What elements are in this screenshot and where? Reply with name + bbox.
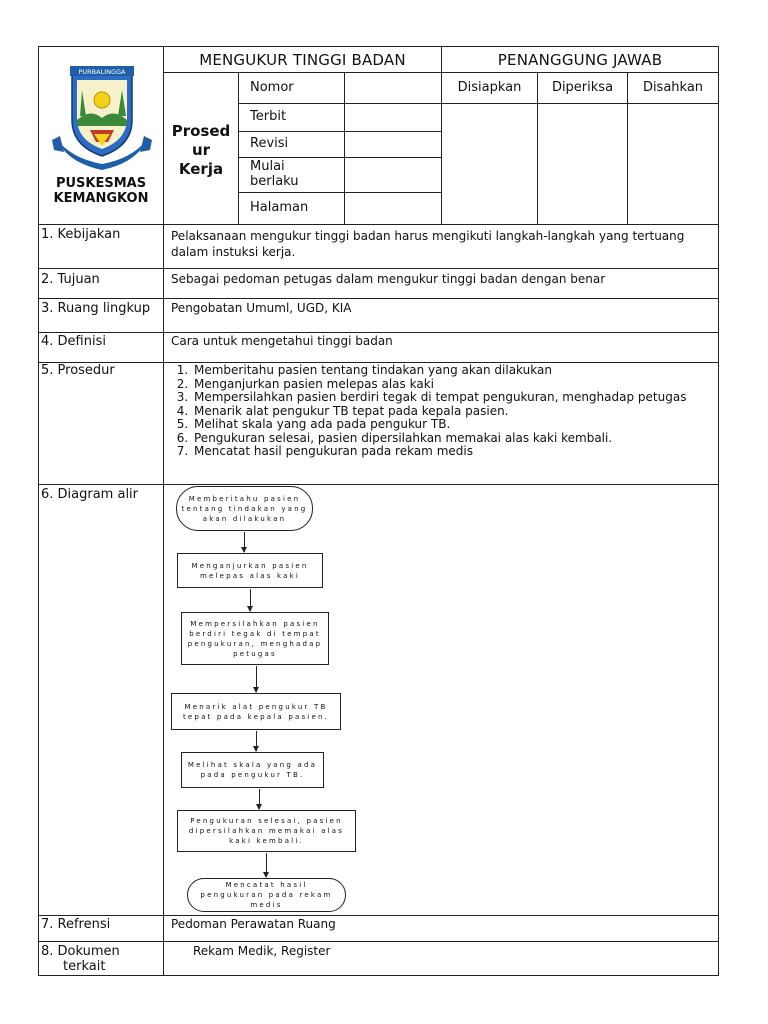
ruang-lingkup-text: Pengobatan Umuml, UGD, KIA [171,301,352,315]
prosedur-step-3: 3. Mempersilahkan pasien berdiri tegak di tempat pengukuran, menghadap petugas [192,391,711,405]
dokumen-terkait-text: Rekam Medik, Register [193,944,331,958]
flow-arrow-1 [244,532,245,552]
prosedur-step-1: 1. Memberitahu pasien tentang tindakan yang akan dilakukan [192,364,711,378]
meta-label-halaman: Halaman [250,200,309,215]
doc-title: MENGUKUR TINGGI BADAN [199,51,406,69]
doc-type-line-2: ur [191,141,211,159]
meta-label-mulai [250,159,336,189]
flow-arrow-2 [250,589,251,611]
puskesmas-logo [50,60,154,172]
org-name [40,176,162,206]
prosedur-step-2: 2. Menganjurkan pasien melepas alas kaki [192,378,711,392]
meta-label-mulai-text: Mulai berlaku [250,159,299,189]
section-label-kebijakan: 1. Kebijakan [41,227,121,242]
flow-arrow-3 [256,666,257,692]
doc-type-line-1: Prosed [171,122,231,140]
flow-step-1: Memberitahu pasien tentang tindakan yang akan dilakukan [176,486,313,531]
flow-step-4: Menarik alat pengukur TB tepat pada kepala pasien. [171,693,341,730]
flow-step-5: Melihat skala yang ada pada pengukur TB. [181,752,324,788]
meta-label-terbit: Terbit [250,109,287,124]
flow-arrow-4 [256,731,257,751]
flow-step-7: Mencatat hasil pengukuran pada rekam medis [187,878,346,912]
flow-arrow-5 [259,789,260,809]
prosedur-step-5: 5. Melihat skala yang ada pada pengukur TB. [192,418,711,432]
org-name-line1: PUSKESMAS [55,176,147,191]
tujuan-text: Sebagai pedoman petugas dalam mengukur tinggi badan dengan benar [171,272,606,286]
prosedur-step-4: 4. Menarik alat pengukur TB tepat pada kepala pasien. [192,405,711,419]
definisi-text: Cara untuk mengetahui tinggi badan [171,334,393,348]
section-label-ruang-lingkup-text: 3. Ruang lingkup [41,301,151,316]
section-label-prosedur: 5. Prosedur [41,363,115,378]
doc-type-line-3: Kerja [178,160,224,178]
kebijakan-text: Pelaksanaan mengukur tinggi badan harus mengikuti langkah-langkah yang tertuang dalam instuksi kerja. [171,229,685,259]
prosedur-step-6: 6. Pengukuran selesai, pasien dipersilahkan memakai alas kaki kembali. [192,432,711,446]
section-label-diagram-alir: 6. Diagram alir [41,487,139,502]
flow-step-3: Mempersilahkan pasien berdiri tegak di tempat pengukuran, menghadap petugas [181,612,329,665]
sign-col-disiapkan: Disiapkan [457,80,522,95]
section-label-ruang-lingkup [41,301,151,316]
logo-banner-text: PURBALINGGA [78,68,126,76]
doc-type [164,122,238,179]
responsible-title: PENANGGUNG JAWAB [497,51,663,69]
section-label-refrensi: 7. Refrensi [41,917,111,932]
prosedur-step-7: 7. Mencatat hasil pengukuran pada rekam medis [192,445,711,459]
refrensi-text: Pedoman Perawatan Ruang [171,917,336,931]
prosedur-list [171,364,711,459]
section-label-definisi: 4. Definisi [41,334,106,349]
meta-label-nomor: Nomor [250,80,294,95]
section-label-tujuan: 2. Tujuan [41,272,100,287]
sign-col-diperiksa: Diperiksa [551,80,614,95]
flow-step-2: Menganjurkan pasien melepas alas kaki [177,553,323,588]
org-name-line2: KEMANGKON [53,191,149,206]
section-label-dokumen-terkait-text: 8. Dokumen terkait [41,944,120,974]
meta-label-revisi: Revisi [250,136,289,151]
sign-col-disahkan: Disahkan [642,80,704,95]
section-label-dokumen-terkait [41,944,151,974]
flow-arrow-6 [266,853,267,877]
flow-step-6: Pengukuran selesai, pasien dipersilahkan memakai alas kaki kembali. [177,810,356,852]
